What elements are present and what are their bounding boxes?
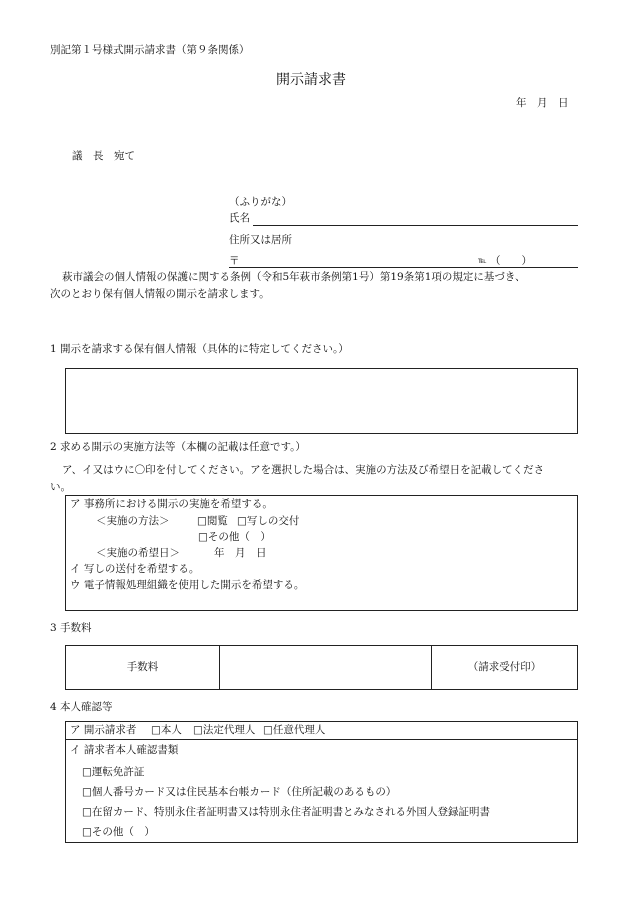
method-view-checkbox[interactable]: □閲覧	[197, 515, 228, 527]
furigana-label: （ふりがな）	[229, 196, 292, 208]
desired-date-field[interactable]: 年 月 日	[214, 547, 267, 559]
identity-docs-heading: イ 請求者本人確認書類	[70, 744, 179, 756]
option-u[interactable]: ウ 電子情報処理組織を使用した開示を希望する。	[70, 579, 305, 591]
section1-heading: 1 開示を請求する保有個人情報（具体的に特定してください。）	[50, 343, 349, 355]
section4-heading: 4 本人確認等	[50, 701, 113, 713]
page-title: 開示請求書	[276, 72, 346, 88]
requester-type-row	[65, 721, 578, 740]
disclosure-method-box	[65, 495, 578, 611]
addressee: 議 長 宛て	[72, 150, 135, 162]
doc-drivers-license[interactable]: □運転免許証	[82, 766, 145, 778]
section2-heading: 2 求める開示の実施方法等（本欄の記載は任意です。）	[50, 441, 306, 453]
doc-residence-card[interactable]: □在留カード、特別永住者証明書又は特別永住者証明書とみなされる外国人登録証明書	[82, 806, 490, 818]
name-label: 氏名	[229, 212, 250, 224]
requester-type-self[interactable]: □本人	[151, 724, 182, 736]
fee-label: 手数料	[126, 661, 159, 674]
name-field[interactable]	[253, 225, 578, 226]
requester-type-voluntary-agent[interactable]: □任意代理人	[263, 724, 326, 736]
fee-label-cell	[65, 645, 220, 690]
tel-label: ℡	[478, 256, 487, 265]
date-line: 年 月 日	[516, 97, 569, 109]
address-label: 住所又は居所	[229, 234, 292, 246]
requester-type-label: ア 開示請求者	[70, 724, 137, 736]
fee-value-field[interactable]	[219, 645, 432, 690]
method-label: ＜実施の方法＞	[96, 515, 170, 527]
postal-mark: 〒	[229, 255, 240, 267]
option-a[interactable]: ア 事務所における開示の実施を希望する。	[70, 498, 273, 510]
reception-stamp-cell	[431, 645, 578, 690]
method-copy-checkbox[interactable]: □写しの交付	[237, 515, 300, 527]
identity-docs-box	[65, 739, 578, 843]
intro-line-2: 次のとおり保有個人情報の開示を請求します。	[50, 288, 270, 300]
intro-line-1: 萩市議会の個人情報の保護に関する条例（令和5年萩市条例第1号）第19条第1項の規定に基づき、	[62, 271, 526, 283]
section2-note-line-2: い。	[50, 481, 71, 493]
doc-other[interactable]: □その他（ ）	[82, 826, 155, 838]
personal-info-field[interactable]	[65, 368, 578, 434]
section2-note-line-1: ア、イ又はウに〇印を付してください。アを選択した場合は、実施の方法及び希望日を記載してくださ	[62, 464, 545, 476]
option-i[interactable]: イ 写しの送付を希望する。	[70, 563, 200, 575]
address-field[interactable]	[229, 267, 578, 268]
reception-stamp-label: （請求受付印）	[467, 661, 542, 674]
method-other-checkbox[interactable]: □その他（ ）	[198, 531, 271, 543]
doc-mynumber-card[interactable]: □個人番号カード又は住民基本台帳カード（住所記載のあるもの）	[82, 786, 397, 798]
requester-type-legal-agent[interactable]: □法定代理人	[193, 724, 256, 736]
desired-date-label: ＜実施の希望日＞	[96, 547, 180, 559]
tel-brackets: （ ）	[490, 255, 532, 267]
form-number-label: 別記第１号様式開示請求書（第９条関係）	[50, 44, 250, 56]
section3-heading: 3 手数料	[50, 622, 92, 634]
